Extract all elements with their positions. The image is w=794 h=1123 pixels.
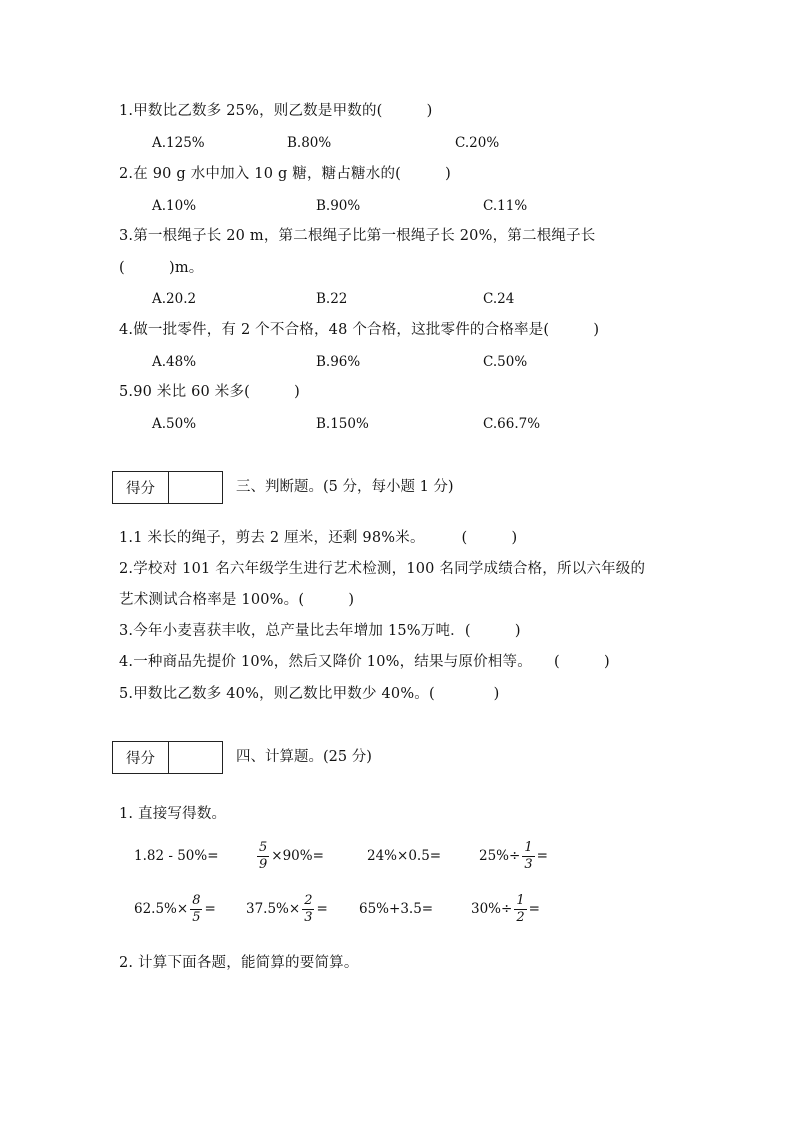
- calc-text: =: [528, 901, 540, 917]
- numerator: 1: [516, 892, 525, 908]
- calc-item: [479, 838, 548, 874]
- question-3: 3.第一根绳子长 20 m，第二根绳子比第一根绳子长 20%，第二根绳子长: [119, 228, 596, 244]
- denominator: 9: [259, 856, 268, 872]
- calc-text: 37.5%×: [246, 901, 301, 917]
- denominator: 3: [524, 856, 533, 872]
- option-a: A.48%: [152, 354, 197, 370]
- calc-item: [471, 891, 540, 927]
- option-a: A.125%: [152, 135, 205, 151]
- judge-item-3: 3.今年小麦喜获丰收，总产量比去年增加 15%万吨．( ): [119, 623, 521, 639]
- calc-text: =: [204, 901, 216, 917]
- section-title: 四、计算题。(25 分): [236, 749, 372, 765]
- section-title: 三、判断题。(5 分，每小题 1 分): [236, 479, 454, 495]
- fraction: [302, 893, 314, 926]
- question-1: 1.甲数比乙数多 25%，则乙数是甲数的( ): [119, 103, 433, 119]
- sub-question-1: 1. 直接写得数。: [119, 806, 227, 822]
- calc-item: [134, 891, 216, 927]
- calc-item: [359, 891, 433, 927]
- score-label: 得分: [113, 742, 169, 773]
- denominator: 2: [516, 909, 525, 925]
- score-box: [112, 471, 223, 504]
- denominator: 3: [304, 909, 313, 925]
- calc-text: 25%÷: [479, 848, 521, 864]
- numerator: 8: [192, 892, 201, 908]
- option-a: A.20.2: [152, 291, 197, 307]
- judge-item-2: 2.学校对 101 名六年级学生进行艺术检测，100 名同学成绩合格，所以六年级的: [119, 561, 646, 577]
- question-5: 5.90 米比 60 米多( ): [119, 384, 300, 400]
- judge-item-4: 4.一种商品先提价 10%，然后又降价 10%，结果与原价相等。 ( ): [119, 654, 610, 670]
- calc-text: =: [316, 901, 328, 917]
- calc-text: 24%×0.5=: [367, 848, 442, 864]
- calc-item: [134, 838, 219, 874]
- option-a: A.10%: [152, 198, 197, 214]
- option-b: B.90%: [316, 198, 361, 214]
- calc-text: 30%÷: [471, 901, 513, 917]
- calc-text: 1.82 - 50%=: [134, 848, 219, 864]
- fraction: [522, 840, 534, 873]
- calc-text: 65%+3.5=: [359, 901, 434, 917]
- numerator: 2: [304, 892, 313, 908]
- question-2: 2.在 90 g 水中加入 10 g 糖，糖占糖水的( ): [119, 166, 451, 182]
- score-blank: [169, 742, 222, 773]
- judge-item-1: 1.1 米长的绳子，剪去 2 厘米，还剩 98%米。 ( ): [119, 530, 518, 546]
- option-b: B.96%: [316, 354, 361, 370]
- score-box: [112, 741, 223, 774]
- option-c: C.66.7%: [483, 416, 541, 432]
- option-c: C.20%: [455, 135, 500, 151]
- fraction: [257, 840, 269, 873]
- score-label: 得分: [113, 472, 169, 503]
- denominator: 5: [192, 909, 201, 925]
- calc-item: [246, 891, 328, 927]
- calc-item: [367, 838, 441, 874]
- judge-item-5: 5.甲数比乙数多 40%，则乙数比甲数少 40%。( ): [119, 686, 500, 702]
- option-c: C.11%: [483, 198, 528, 214]
- calc-text: ×90%=: [271, 848, 324, 864]
- fraction: [190, 893, 202, 926]
- sub-question-2: 2. 计算下面各题，能简算的要简算。: [119, 955, 359, 971]
- calc-text: =: [536, 848, 548, 864]
- option-a: A.50%: [152, 416, 197, 432]
- question-4: 4.做一批零件，有 2 个不合格，48 个合格，这批零件的合格率是( ): [119, 322, 600, 338]
- option-c: C.24: [483, 291, 515, 307]
- option-b: B.80%: [287, 135, 332, 151]
- option-c: C.50%: [483, 354, 528, 370]
- question-3-cont: ( )m。: [119, 260, 204, 276]
- calc-text: 62.5%×: [134, 901, 189, 917]
- option-b: B.22: [316, 291, 348, 307]
- judge-item-2-cont: 艺术测试合格率是 100%。( ): [119, 592, 355, 608]
- fraction: [514, 893, 526, 926]
- numerator: 1: [524, 839, 533, 855]
- calc-item: [255, 838, 324, 874]
- option-b: B.150%: [316, 416, 369, 432]
- numerator: 5: [259, 839, 268, 855]
- score-blank: [169, 472, 222, 503]
